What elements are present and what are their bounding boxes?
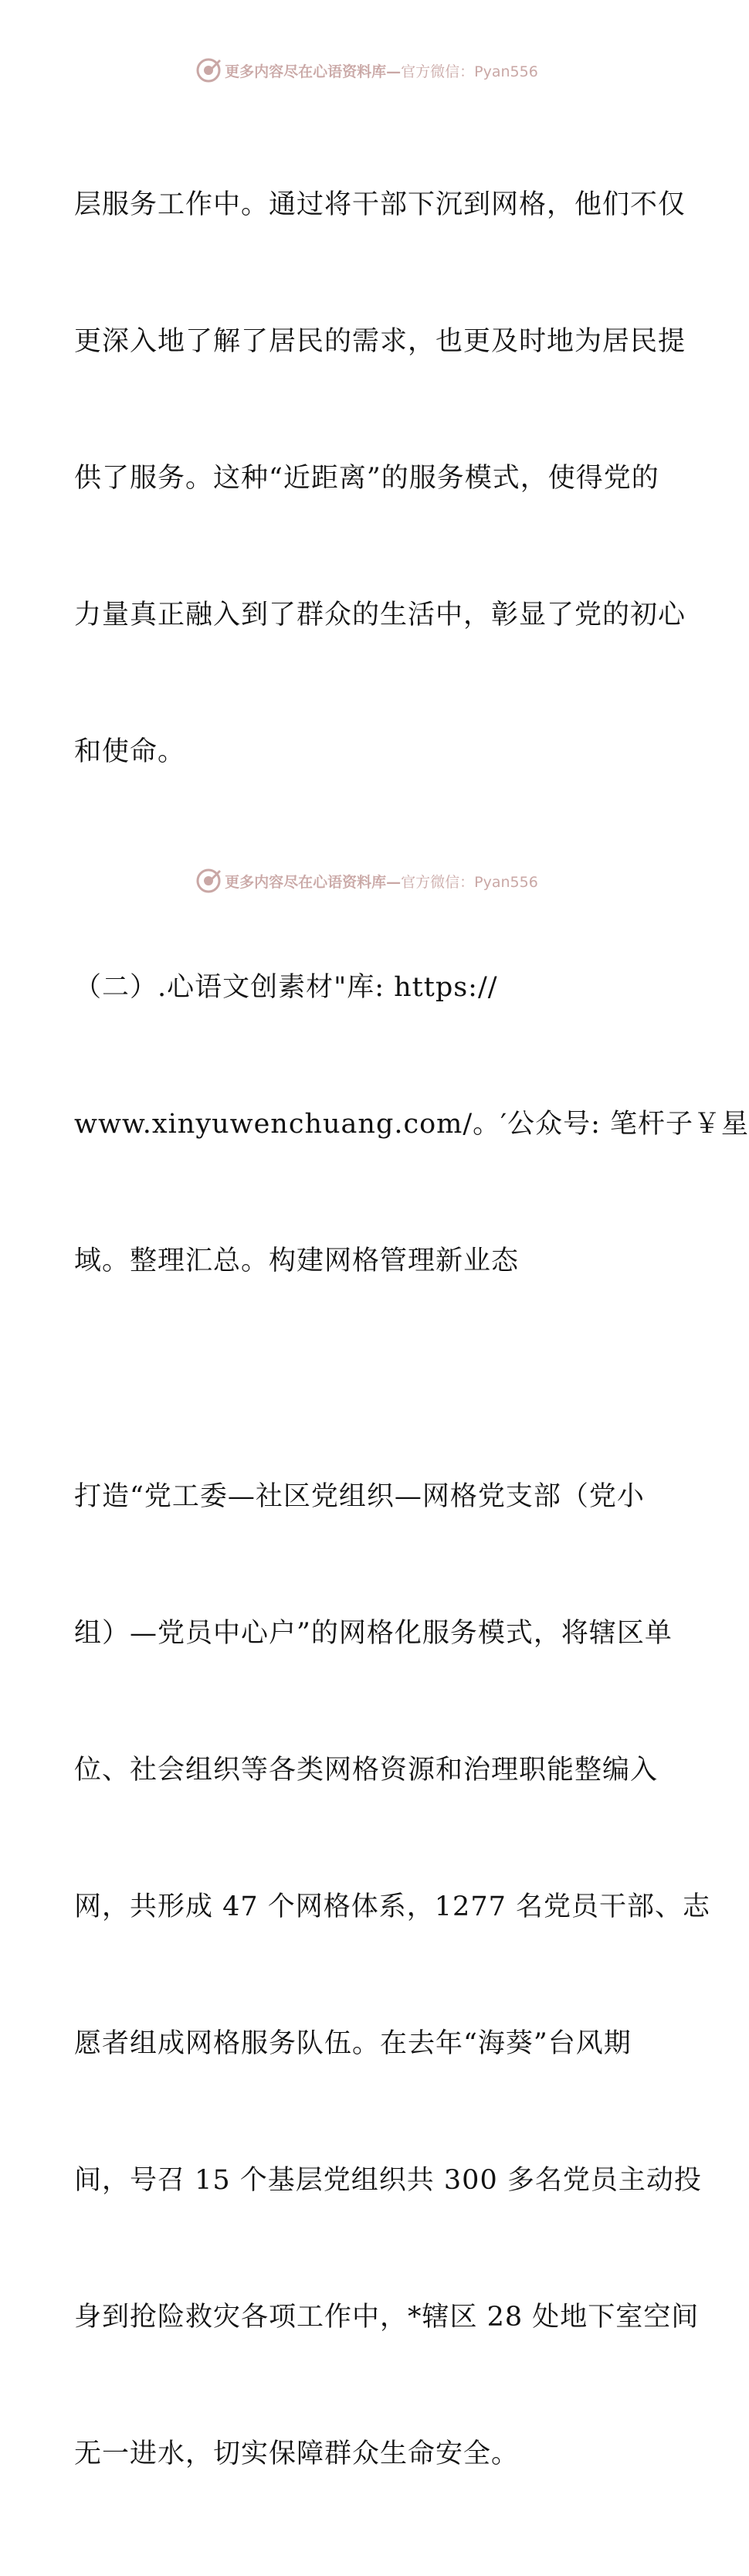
text-line: 身到抢险救灾各项工作中，*辖区 28 处地下室空间 xyxy=(74,2302,700,2333)
text-line: 更深入地了解了居民的需求，也更及时地为居民提 xyxy=(74,326,686,357)
text-line: 力量真正融入到了群众的生活中，彰显了党的初心 xyxy=(74,600,686,630)
pen-logo-icon xyxy=(195,868,222,894)
text-line: 愿者组成网格服务队伍。在去年“海葵”台风期 xyxy=(74,2028,632,2059)
text-line: 间，号召 15 个基层党组织共 300 多名党员主动投 xyxy=(74,2165,702,2196)
pen-logo-icon xyxy=(195,57,222,83)
banner-text: 更多内容尽在心语资料库— xyxy=(225,873,402,891)
banner-wechat: 官方微信：Pyan556 xyxy=(401,63,538,80)
banner-wechat: 官方微信：Pyan556 xyxy=(401,873,538,891)
footer-watermark-banner xyxy=(0,864,734,898)
text-line: www.xinyuwenchuang.com/。′公众号: 笔杆子￥星 xyxy=(74,1109,749,1140)
text-line: 供了服务。这种“近距离”的服务模式，使得党的 xyxy=(74,463,659,494)
text-line: 无一进水，切实保障群众生命安全。 xyxy=(74,2438,520,2469)
header-watermark-banner xyxy=(0,53,734,87)
text-line: 域。整理汇总。构建网格管理新业态 xyxy=(74,1246,520,1276)
paragraph-2-heading xyxy=(74,874,749,1375)
text-line: 组）—党员中心户”的网格化服务模式，将辖区单 xyxy=(74,1618,673,1649)
paragraph-1 xyxy=(74,91,686,866)
text-line: 和使命。 xyxy=(74,736,186,767)
banner-text: 更多内容尽在心语资料库— xyxy=(225,63,402,80)
text-line: 层服务工作中。通过将干部下沉到网格，他们不仅 xyxy=(74,189,686,220)
text-line: 网，共形成 47 个网格体系，1277 名党员干部、志 xyxy=(74,1891,710,1922)
text-line: （二）.心语文创素材"库: https:// xyxy=(74,972,498,1003)
text-line: 位、社会组织等各类网格资源和治理职能整编入 xyxy=(74,1755,659,1786)
text-line: 打造“党工委—社区党组织—网格党支部（党小 xyxy=(74,1481,645,1512)
document-body xyxy=(74,91,749,2576)
paragraph-3 xyxy=(74,1383,710,2568)
